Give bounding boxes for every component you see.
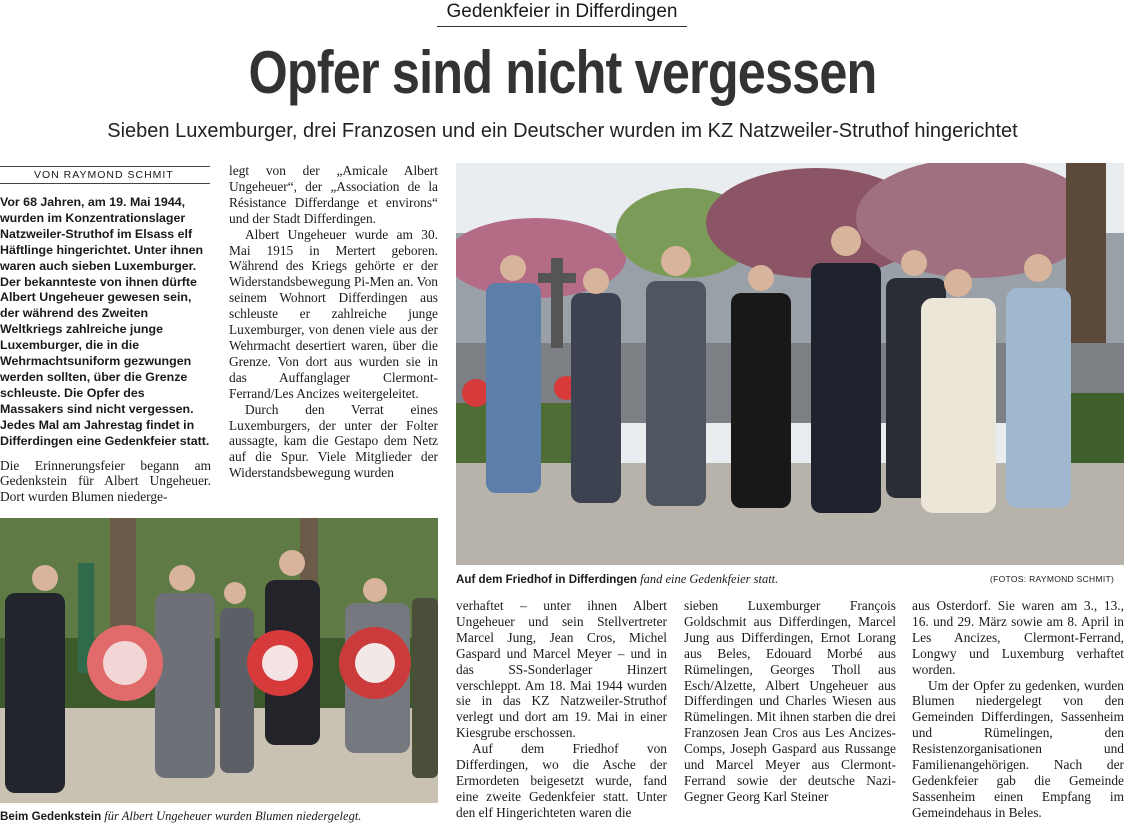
caption-bold: Auf dem Friedhof in Differdingen xyxy=(456,573,637,586)
lead-paragraph: Vor 68 Jahren, am 19. Mai 1944, wurden im Konzentrationslager Natzweiler-Struthof im Elsass elf Häftlinge hingerichtet. Unter ihnen waren auch sieben Luxemburger. Der bekannteste von ihnen dürfte Albert Ungeheuer gewesen sein, der während des Zweiten Weltkriegs zahlreiche junge Luxemburger, die in die Wehrmachtsuniform gezwungen werden sollten, über die Grenze schleuste. Die Opfer des Massakers sind nicht vergessen. Jedes Mal am Jahrestag findet in Differdingen eine Gedenkfeier statt. xyxy=(0,195,210,448)
article-column-5 xyxy=(912,598,1124,826)
body-paragraph: Um der Opfer zu gedenken, wurden Blumen niedergelegt von den Gemeinden Differdingen, Sassenheim und Rümelingen, den Resistenzorganisationen und Familienangehörigen. Nach der Gedenkfeier gab die Gemeinde Sassenheim einen Empfang im Gemeindehaus in Beles. xyxy=(912,677,1124,820)
body-paragraph: verhaftet – unter ihnen Albert Ungeheuer und sein Stellvertreter Marcel Jung, Jean Cros, Michel Gaspard und Marcel Meyer – und in das SS-Sonderlager Hinzert verschleppt. Am 18. Mai 1944 wurden sie in das KZ Natzweiler-Struthof verlegt und dort am 19. Mai in einer Kiesgrube erschossen. xyxy=(456,598,667,741)
photo-credit: (FOTOS: RAYMOND SCHMIT) xyxy=(990,574,1115,584)
article-column-2 xyxy=(229,163,438,508)
cemetery-photo-caption xyxy=(456,571,778,588)
memorial-stone-photo xyxy=(0,518,438,803)
cemetery-photo xyxy=(456,163,1124,565)
body-paragraph: Albert Ungeheuer wurde am 30. Mai 1915 in Mertert geboren. Während des Kriegs gehörte er der Widerstandsbewegung Pi-Men an. Von seinem Wohnort Differdingen aus schleuste er zahlreiche junge Luxemburger, von denen viele aus der Wehrmacht desertiert waren, über die Grenze. Von dort aus wurden sie in das Auffanglager Clermont-Ferrand/Les Ancizes weitergeleitet. xyxy=(229,226,438,401)
body-paragraph: Durch den Verrat eines Luxemburgers, der unter der Folter aussagte, kam die Gestapo dem Netz auf die Spur. Viele Mitglieder der Widerstandsbewegung wurden xyxy=(229,401,438,481)
body-paragraph: sieben Luxemburger François Goldschmit aus Differdingen, Marcel Jung aus Differdingen, Ernot Lorang aus Beles, Edouard Morbé aus Rümelingen, Georges Tholl aus Esch/Alzette, Albert Ungeheuer aus Differdingen und Charles Wiesen aus Rümelingen. Mit ihnen starben die drei Franzosen Jean Cros aus Les Ancizes-Comps, Joseph Gaspard aus Russange und Marcel Meyer aus Clermont-Ferrand sowie der deutsche Nazi-Gegner Georg Karl Steiner xyxy=(684,598,896,804)
caption-text: fand eine Gedenkfeier statt. xyxy=(636,572,779,586)
article-column-1 xyxy=(0,195,211,510)
body-paragraph: Auf dem Friedhof von Differdingen, wo die Asche der Ermordeten beigesetzt wurde, fand eine zweite Gedenkfeier statt. Unter den elf Hingerichteten waren die xyxy=(456,741,667,820)
caption-text: für Albert Ungeheuer wurden Blumen niedergelegt. xyxy=(101,809,362,823)
article-column-3 xyxy=(456,598,667,826)
headline: Opfer sind nicht vergessen xyxy=(248,39,877,106)
caption-bold: Beim Gedenkstein xyxy=(0,810,102,823)
kicker: Gedenkfeier in Differdingen xyxy=(437,0,687,27)
byline: VON RAYMOND SCHMIT xyxy=(0,166,210,184)
body-paragraph: legt von der „Amicale Albert Ungeheuer“, der „Association de la Résistance Differdange et environs“ und der Stadt Differdingen. xyxy=(229,163,438,226)
subheadline: Sieben Luxemburger, drei Franzosen und ein Deutscher wurden im KZ Natzweiler-Struthof hingerichtet xyxy=(107,120,1018,142)
article-column-4 xyxy=(684,598,896,826)
memorial-stone-photo-caption xyxy=(0,808,361,825)
body-paragraph: Die Erinnerungsfeier begann am Gedenkstein für Albert Ungeheuer. Dort wurden Blumen niederge- xyxy=(0,457,211,505)
body-paragraph: aus Osterdorf. Sie waren am 3., 13., 16. und 29. März sowie am 8. April in Les Ancizes, Clermont-Ferrand, Longwy und Luxemburg verhaftet worden. xyxy=(912,598,1124,677)
